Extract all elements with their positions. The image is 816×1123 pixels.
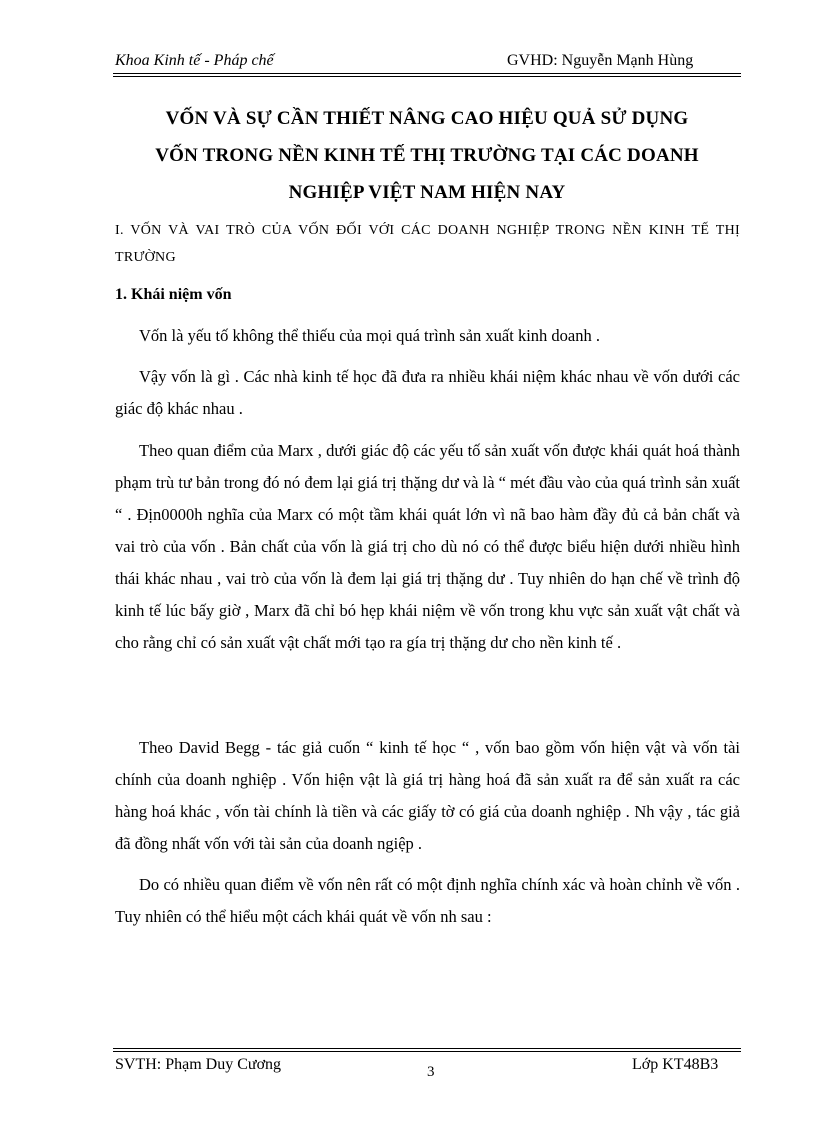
footer-student: SVTH: Phạm Duy Cương xyxy=(115,1056,282,1073)
paragraph-4: Theo David Begg - tác giả cuốn “ kinh tế học “ , vốn bao gồm vốn hiện vật và vốn tài chính của doanh nghiệp . Vốn hiện vật là giá trị hàng hoá đã sản xuất ra để sản xuất ra các hàng hoá khác , vốn tài chính là tiền và các giấy tờ có giá của doanh nghiệp . Nh vậy , tác giả đã đồng nhất vốn với tài sản của doanh ngiệp . xyxy=(115,738,740,853)
header-divider xyxy=(113,73,741,74)
page-number: 3 xyxy=(427,1064,435,1080)
footer-divider-secondary xyxy=(113,1051,741,1052)
header-supervisor: GVHD: Nguyễn Mạnh Hùng xyxy=(507,52,694,69)
title-line-1: VỐN VÀ SỰ CẦN THIẾT NÂNG CAO HIỆU QUẢ SỬ DỤNG xyxy=(165,108,689,129)
title-line-3: NGHIỆP VIỆT NAM HIỆN NAY xyxy=(288,182,566,203)
paragraph-5: Do có nhiều quan điểm về vốn nên rất có một định nghĩa chính xác và hoàn chỉnh về vốn . Tuy nhiên có thể hiểu một cách khái quát về vốn nh sau : xyxy=(115,875,740,926)
title-line-2: VỐN TRONG NỀN KINH TẾ THỊ TRƯỜNG TẠI CÁC DOANH xyxy=(155,145,699,166)
paragraph-3: Theo quan điểm của Marx , dưới giác độ các yếu tố sản xuất vốn được khái quát hoá thành phạm trù tư bản trong đó nó đem lại giá trị thặng dư và là “ mét đầu vào của quá trình sản xuất “ . Địn0000h nghĩa của Marx có một tầm khái quát lớn vì nã bao hàm đầy đủ cả bản chất và vai trò của vốn . Bản chất của vốn là giá trị cho dù nó có thể được biểu hiện dưới nhiều hình thái khác nhau , vai trò của vốn là đem lại giá trị thặng dư . Tuy nhiên do hạn chế về trình độ kinh tế lúc bấy giờ , Marx đã chỉ bó hẹp khái niệm về vốn trong khu vực sản xuất vật chất và cho rằng chỉ có sản xuất vật chất mới tạo ra gía trị thặng dư cho nền kinh tế . xyxy=(115,441,740,652)
footer-divider xyxy=(113,1048,741,1049)
document-title xyxy=(112,100,742,211)
header-faculty: Khoa Kinh tế - Pháp chế xyxy=(115,52,274,69)
footer-class: Lớp KT48B3 xyxy=(632,1056,719,1073)
section-heading: I. VỐN VÀ VAI TRÒ CỦA VỐN ĐỐI VỚI CÁC DOANH NGHIỆP TRONG NỀN KINH TẾ THỊ TRƯỜNG xyxy=(115,223,740,265)
paragraph-1: Vốn là yếu tố không thể thiếu của mọi quá trình sản xuất kinh doanh . xyxy=(139,326,600,345)
header-divider-secondary xyxy=(113,76,741,77)
paragraph-2: Vậy vốn là gì . Các nhà kinh tế học đã đưa ra nhiều khái niệm khác nhau về vốn dưới các giác độ khác nhau . xyxy=(115,367,740,418)
subheading: 1. Khái niệm vốn xyxy=(115,286,232,303)
